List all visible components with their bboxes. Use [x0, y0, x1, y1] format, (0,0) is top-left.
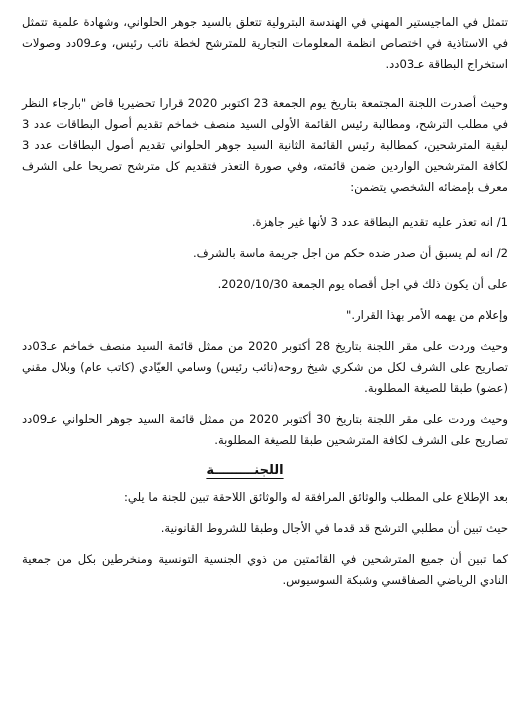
section-heading: اللجنـــــــــة — [206, 463, 284, 478]
list-item-condition-2: 2/ انه لم يسبق أن صدر ضده حكم من اجل جريمة ماسة بالشرف. — [192, 246, 508, 260]
paragraph-qualifications: تتمثل في الماجيستير المهني في الهندسة البترولية تتعلق بالسيد جوهر الحلواني، وشهادة علمية تتمثل في الاستاذية في اختصاص انظمة المعلومات التجارية للمترشح لخطة نائب رئيس، وعـ09دد وصولات استخراج البطاقة عـ03دد. — [22, 15, 508, 71]
paragraph-findings-intro: بعد الإطلاع على المطلب والوثائق المرافقة له والوثائق اللاحقة تبين للجنة ما يلي: — [124, 490, 508, 504]
paragraph-notification: وإعلام من يهمه الأمر بهذا القرار." — [346, 308, 508, 322]
paragraph-finding-deadlines: حيث تبين أن مطلبي الترشح قد قدما في الأجال وطبقا للشروط القانونية. — [160, 521, 508, 535]
paragraph-list1-declarations: وحيث وردت على مقر اللجنة بتاريخ 28 أكتوبر 2020 من ممثل قائمة السيد منصف خماخم عـ03دد تصاريح على الشرف لكل من شكري شيخ روحه(نائب رئيس) وسامي العيّادي (كاتب عام) وبلال مقني (عضو) طبقا للصيغة المطلوبة. — [22, 339, 508, 395]
paragraph-finding-nationality: كما تبين أن جميع المترشحين في القائمتين من ذوي الجنسية التونسية ومنخرطين بكل من جمعية النادي الرياضي الصفاقسي وشبكة السوسيوس. — [22, 552, 508, 587]
paragraph-deadline: على أن يكون ذلك في اجل أقصاه يوم الجمعة 2020/10/30. — [217, 277, 508, 291]
section-heading-row — [22, 451, 508, 487]
paragraph-list2-declarations: وحيث وردت على مقر اللجنة بتاريخ 30 أكتوبر 2020 من ممثل قائمة السيد جوهر الحلواني عـ09دد تصاريح على الشرف لكافة المترشحين طبقا للصيغة المطلوبة. — [22, 412, 508, 447]
list-item-condition-1: 1/ انه تعذر عليه تقديم البطاقة عدد 3 لأنها غير جاهزة. — [251, 215, 508, 229]
paragraph-preparatory-decision: وحيث أصدرت اللجنة المجتمعة بتاريخ يوم الجمعة 23 اكتوبر 2020 قرارا تحضيريا قاض "بارجاء النظر في مطلب الترشح، ومطالبة رئيس القائمة الأولى السيد منصف خماخم تقديم أصول البطاقات عدد 3 لبقية المترشحين، كمطالبة رئيس القائمة الثانية السيد جوهر الحلواني تقديم أصول البطاقات عدد 3 لكافة المترشحين الواردين ضمن قائمته، وفي صورة التعذر فتقديم كل مترشح تصريحا على الشرف معرف بإمضائه الشخصي يتضمن: — [22, 96, 508, 194]
